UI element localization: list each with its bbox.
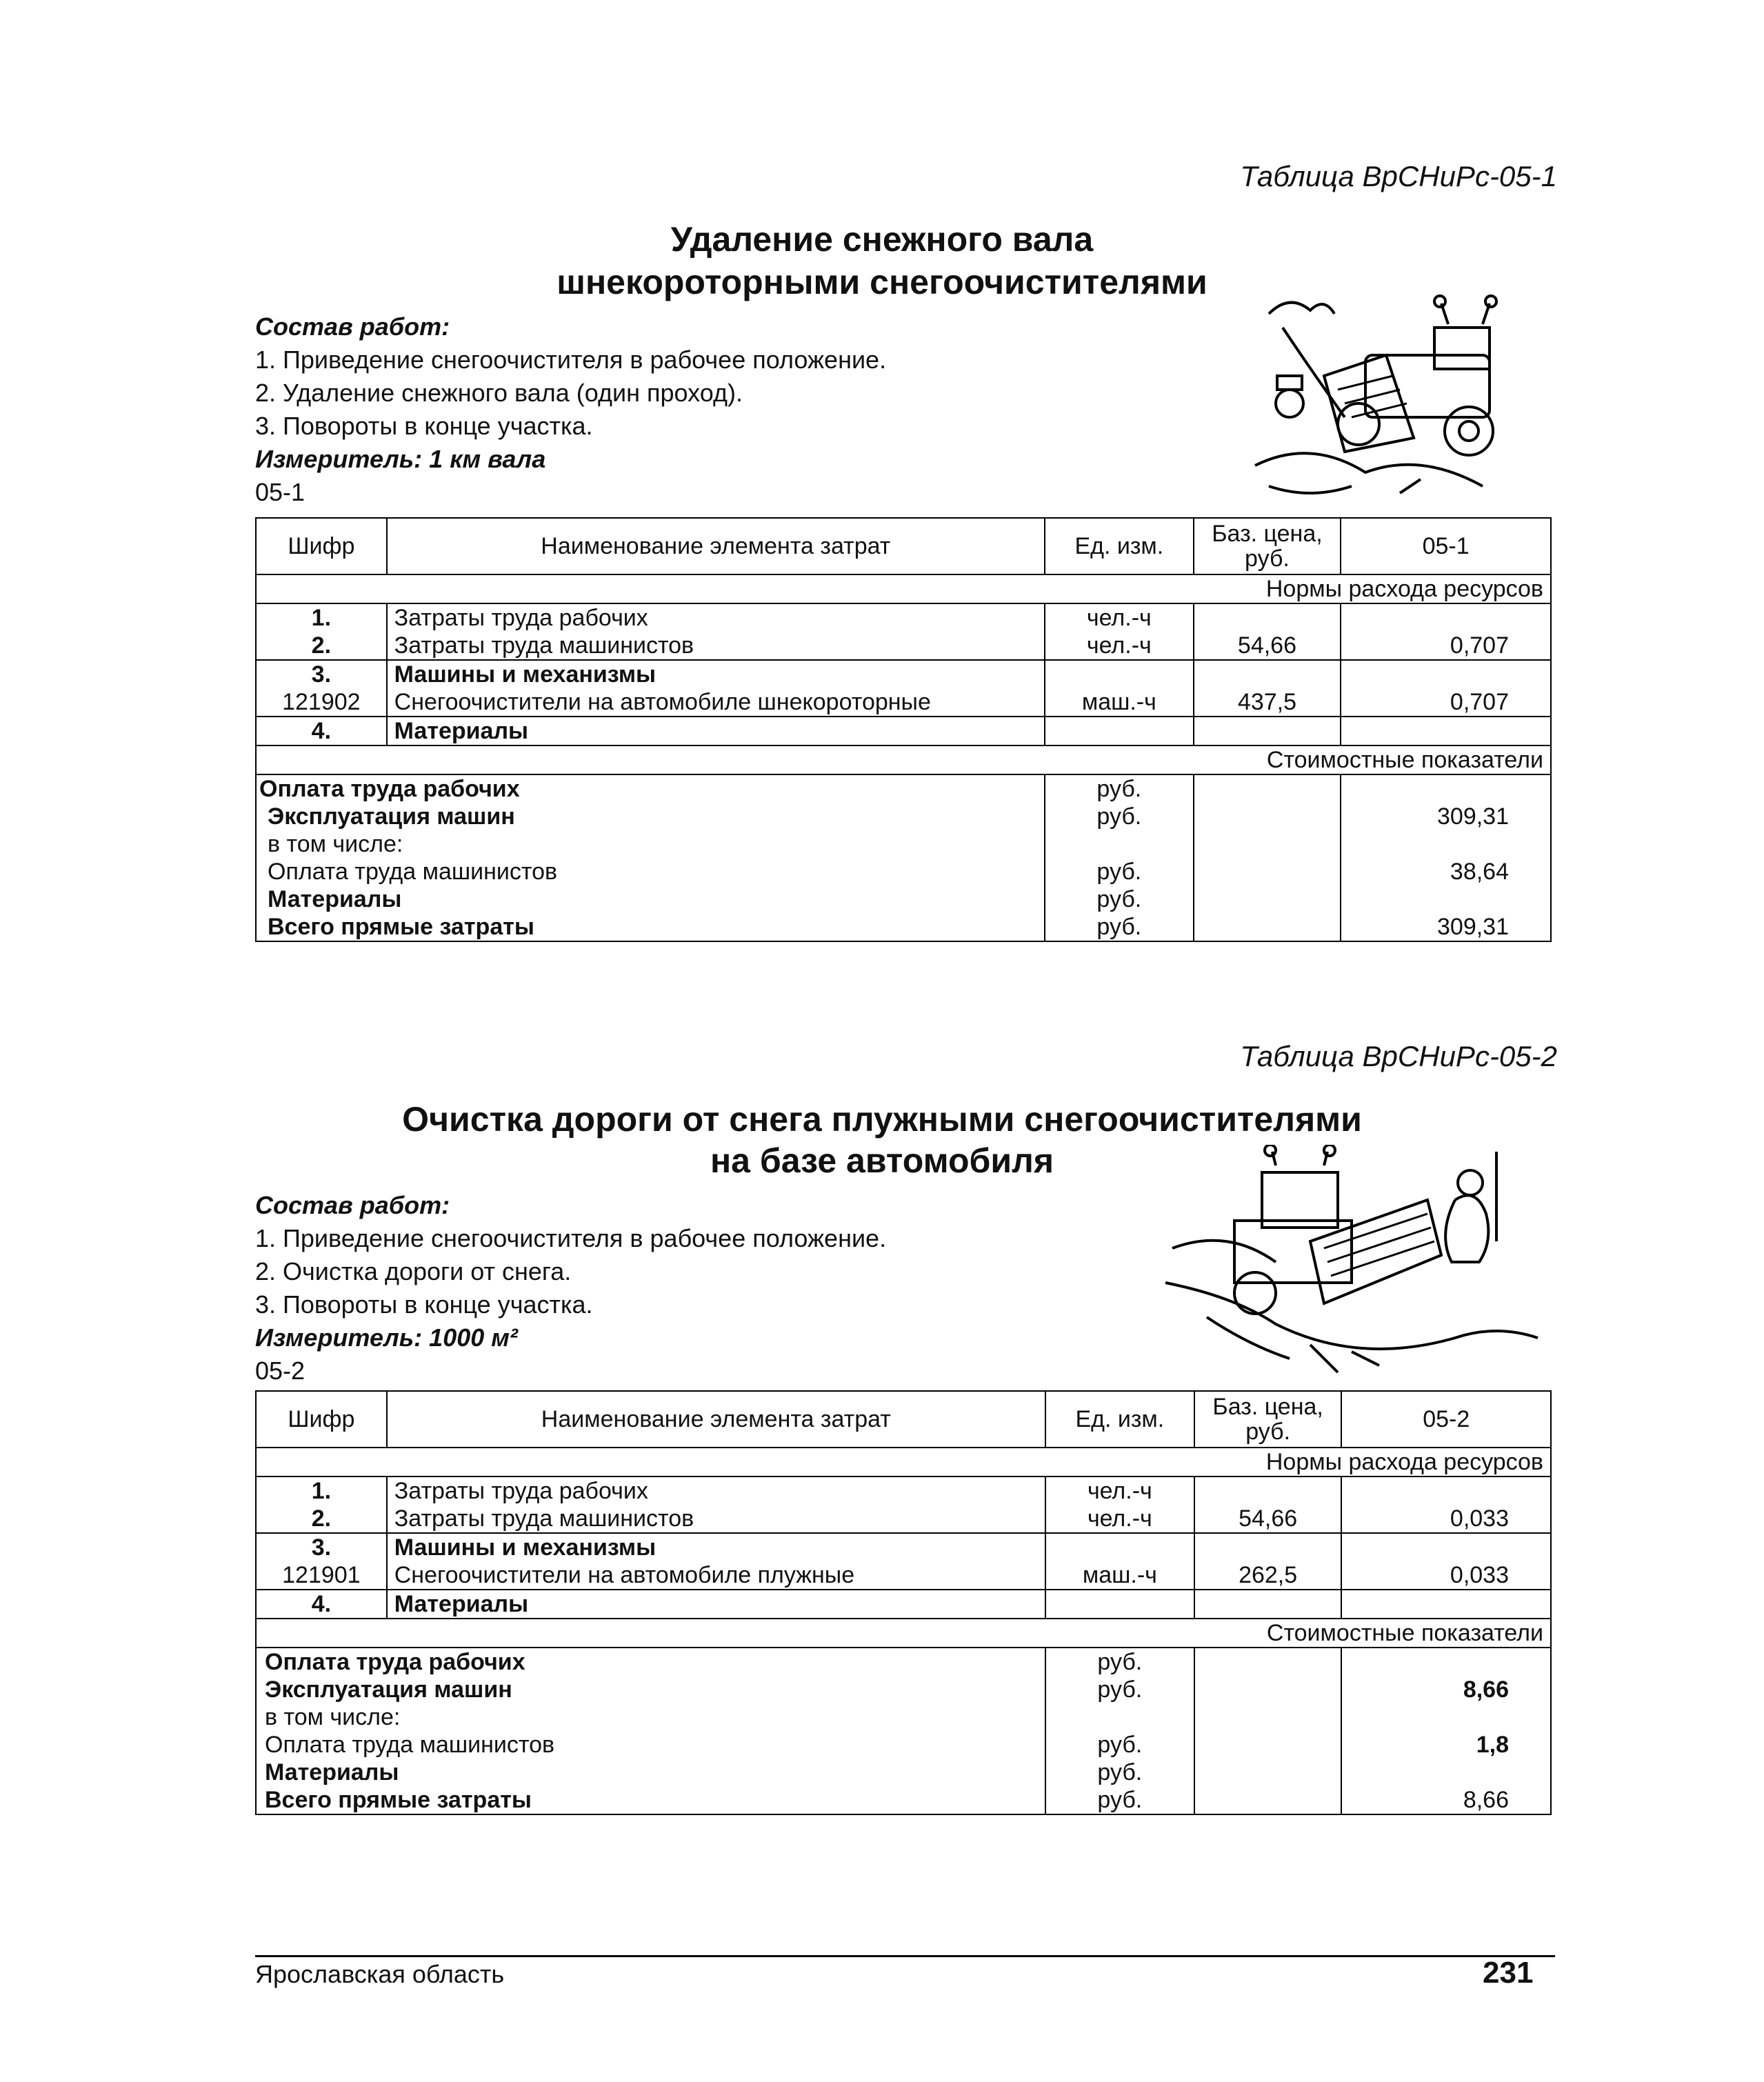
- cost-value: 8,66: [1463, 1676, 1509, 1703]
- table-id-2: Таблица ВрСНиРс-05-2: [1240, 1040, 1557, 1072]
- table-id-1: Таблица ВрСНиРс-05-1: [1240, 160, 1557, 192]
- row-value: 0,707: [1450, 689, 1509, 715]
- row-name: Машины и механизмы: [394, 1534, 657, 1561]
- section-title-2-line2: на базе автомобиля: [710, 1141, 1054, 1180]
- code-label: 05-2: [255, 1357, 305, 1385]
- cost-label: Эксплуатация машин: [265, 1676, 512, 1703]
- step: 3. Повороты в конце участка.: [255, 412, 593, 440]
- cost-header: Стоимостные показатели: [256, 745, 1551, 774]
- step: 3. Повороты в конце участка.: [255, 1290, 593, 1319]
- row-value: 0,707: [1450, 632, 1509, 659]
- table-row: [256, 660, 1551, 717]
- cost-unit: руб.: [1097, 1649, 1143, 1675]
- cost-label: в том числе:: [268, 831, 403, 857]
- row-price: 54,66: [1237, 632, 1297, 659]
- code-label: 05-1: [255, 478, 305, 506]
- row-name: Материалы: [387, 1590, 1045, 1619]
- table-header-row: [256, 518, 1551, 574]
- cost-unit: руб.: [1097, 1787, 1143, 1813]
- composition-header: Состав работ:: [255, 312, 450, 341]
- header-name: Наименование элемента затрат: [387, 1391, 1045, 1448]
- page-number: 231: [1483, 1956, 1534, 1990]
- step: 1. Приведение снегоочистителя в рабочее положение.: [255, 346, 887, 374]
- cost-label: Оплата труда машинистов: [268, 859, 558, 885]
- cost-rows: [256, 1648, 1551, 1814]
- table-row: [256, 717, 1551, 745]
- row-code: 2.: [311, 1505, 332, 1532]
- row-name: Затраты труда машинистов: [394, 632, 694, 659]
- cost-header-row: [256, 745, 1551, 774]
- footer-divider: [255, 1955, 1555, 1957]
- table-row: [256, 1533, 1551, 1590]
- row-name: Материалы: [387, 717, 1045, 745]
- row-code: 3.: [311, 1534, 332, 1561]
- header-unit: Ед. изм.: [1045, 518, 1194, 574]
- row-code: 4.: [256, 1590, 387, 1619]
- step: 2. Очистка дороги от снега.: [255, 1257, 572, 1285]
- cost-label: Оплата труда машинистов: [265, 1732, 555, 1758]
- cost-value: 8,66: [1463, 1787, 1509, 1813]
- cost-unit: руб.: [1097, 1732, 1143, 1758]
- cost-header: Стоимостные показатели: [256, 1619, 1551, 1648]
- row-unit: чел.-ч: [1087, 1478, 1152, 1504]
- cost-header-row: [256, 1619, 1551, 1648]
- work-composition-1: [255, 310, 886, 509]
- table-row: [256, 1477, 1551, 1533]
- section-title-1-line2: шнекороторными снегоочистителями: [557, 263, 1207, 301]
- work-composition-2: [255, 1189, 886, 1388]
- header-name: Наименование элемента затрат: [387, 518, 1045, 574]
- cost-table-2: [255, 1390, 1552, 1815]
- composition-header: Состав работ:: [255, 1191, 450, 1219]
- row-unit: чел.-ч: [1087, 1505, 1152, 1532]
- row-name: Затраты труда рабочих: [394, 1478, 648, 1504]
- row-name: Затраты труда машинистов: [394, 1505, 694, 1532]
- row-unit: чел.-ч: [1086, 632, 1152, 659]
- cost-unit: руб.: [1096, 886, 1142, 912]
- cost-unit: руб.: [1097, 1759, 1143, 1785]
- header-code: Шифр: [256, 1391, 387, 1448]
- cost-value: 309,31: [1437, 914, 1509, 940]
- cost-label: Всего прямые затраты: [268, 914, 534, 940]
- header-norm: 05-2: [1341, 1391, 1551, 1448]
- cost-label: Всего прямые затраты: [265, 1787, 532, 1813]
- meter-label: Измеритель: 1000 м²: [255, 1323, 518, 1352]
- table-row: [256, 603, 1551, 660]
- row-name: Снегоочистители на автомобиле плужные: [394, 1562, 855, 1588]
- section-title-1-line1: Удаление снежного вала: [670, 220, 1094, 259]
- cost-label: Оплата труда рабочих: [259, 776, 520, 802]
- row-name: Затраты труда рабочих: [394, 605, 648, 631]
- cost-label: Материалы: [265, 1759, 399, 1785]
- row-unit: маш.-ч: [1082, 1562, 1157, 1588]
- row-code: 1.: [311, 1478, 332, 1504]
- row-unit: маш.-ч: [1081, 689, 1156, 715]
- row-value: 0,033: [1450, 1505, 1509, 1532]
- row-code: 121901: [282, 1562, 361, 1588]
- step: 2. Удаление снежного вала (один проход).: [255, 379, 743, 407]
- cost-unit: руб.: [1096, 803, 1142, 830]
- row-code: 4.: [256, 717, 387, 745]
- header-unit: Ед. изм.: [1045, 1391, 1194, 1448]
- row-value: 0,033: [1450, 1562, 1509, 1588]
- row-unit: чел.-ч: [1086, 605, 1152, 631]
- row-price: 437,5: [1237, 689, 1297, 715]
- norms-header: Нормы расхода ресурсов: [256, 1448, 1551, 1477]
- norms-header: Нормы расхода ресурсов: [256, 574, 1551, 603]
- cost-value: 1,8: [1476, 1732, 1509, 1758]
- row-price: 262,5: [1239, 1562, 1298, 1588]
- row-code: 121902: [282, 689, 361, 715]
- cost-table-1: [255, 517, 1552, 942]
- header-price: Баз. цена, руб.: [1194, 518, 1341, 574]
- cost-label: Материалы: [268, 886, 402, 912]
- header-price: Баз. цена, руб.: [1194, 1391, 1342, 1448]
- cost-value: 309,31: [1437, 803, 1509, 830]
- row-code: 3.: [311, 661, 332, 688]
- section-title-2-line1: Очистка дороги от снега плужными снегоочистителями: [402, 1100, 1362, 1139]
- norms-header-row: [256, 574, 1551, 603]
- row-name: Машины и механизмы: [394, 661, 657, 688]
- cost-unit: руб.: [1096, 776, 1142, 802]
- cost-label: Эксплуатация машин: [268, 803, 515, 830]
- norms-header-row: [256, 1448, 1551, 1477]
- cost-unit: руб.: [1097, 1676, 1143, 1703]
- table-header-row: [256, 1391, 1551, 1448]
- header-code: Шифр: [256, 518, 387, 574]
- cost-unit: руб.: [1096, 859, 1142, 885]
- cost-value: 38,64: [1450, 859, 1509, 885]
- cost-rows: [256, 774, 1551, 941]
- row-code: 1.: [311, 605, 332, 631]
- cost-unit: руб.: [1096, 914, 1142, 940]
- row-price: 54,66: [1239, 1505, 1298, 1532]
- cost-label: в том числе:: [265, 1704, 401, 1730]
- header-norm: 05-1: [1341, 518, 1551, 574]
- table-row: [256, 1590, 1551, 1619]
- snowplough-illustration: [1152, 1145, 1552, 1379]
- row-name: Снегоочистители на автомобиле шнекороторные: [394, 689, 931, 715]
- step: 1. Приведение снегоочистителя в рабочее положение.: [255, 1224, 887, 1252]
- footer-region: Ярославская область: [255, 1960, 505, 1988]
- cost-label: Оплата труда рабочих: [265, 1649, 525, 1675]
- meter-label: Измеритель: 1 км вала: [255, 445, 546, 473]
- snowblower-illustration: [1241, 286, 1552, 507]
- row-code: 2.: [311, 632, 332, 659]
